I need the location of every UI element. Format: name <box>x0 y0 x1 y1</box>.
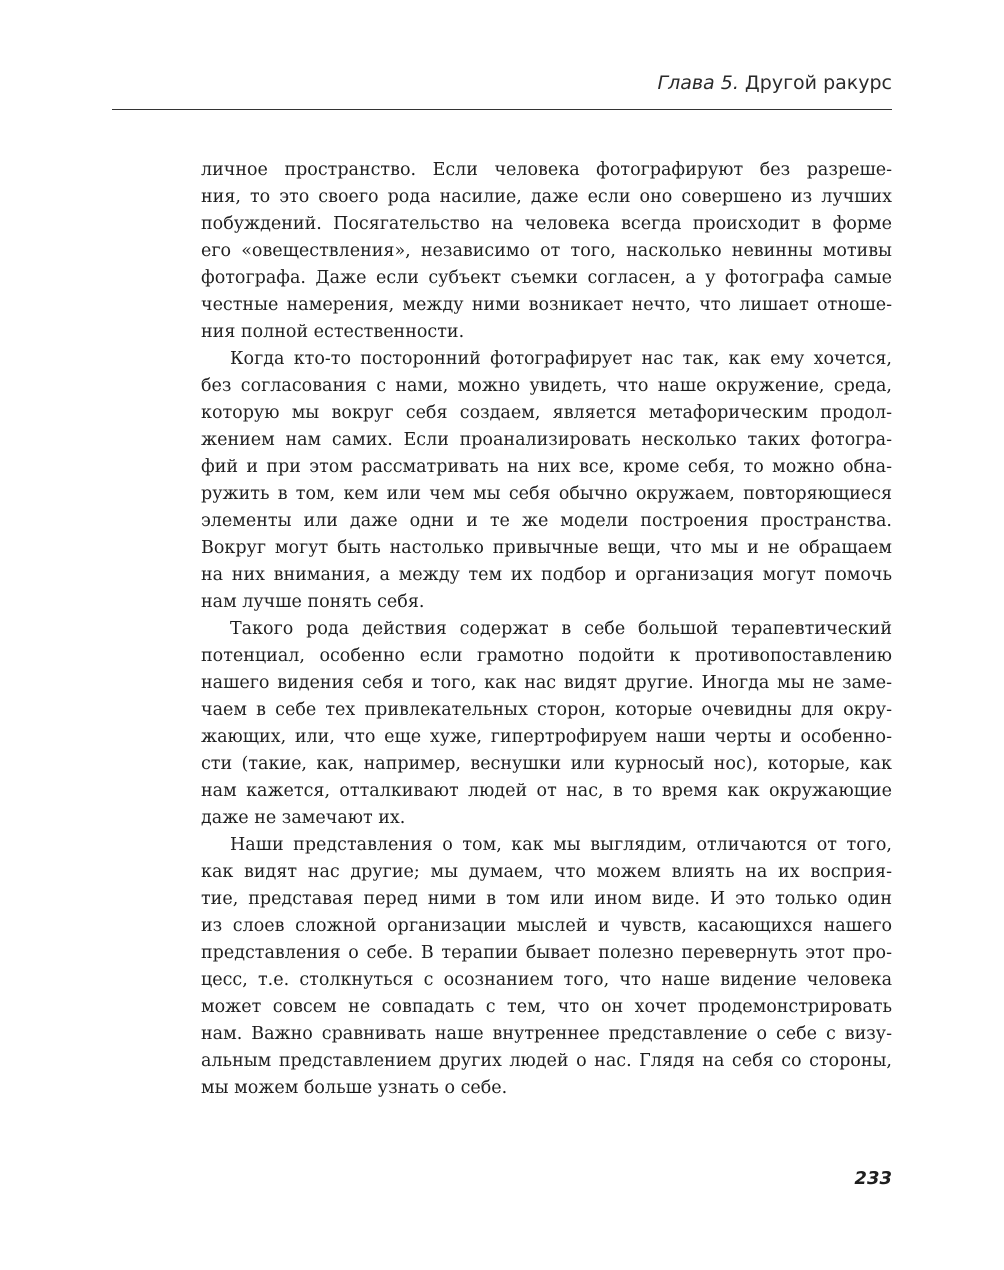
text-line: без согласования с нами, можно увидеть, что наше окружение, среда, <box>201 376 892 396</box>
text-line: жающих, или, что еще хуже, гипертрофируем наши черты и особенно- <box>201 727 892 747</box>
text-line: элементы или даже одни и те же модели построения пространства. <box>201 511 892 531</box>
text-line: тие, представая перед ними в том или ином виде. И это только один <box>201 889 892 909</box>
text-line: Когда кто-то посторонний фотографирует нас так, как ему хочется, <box>230 349 892 369</box>
text-line: нам кажется, отталкивают людей от нас, в то время как окружающие <box>201 781 892 801</box>
paragraph <box>201 157 892 346</box>
text-line: которую мы вокруг себя создаем, является метафорическим продол- <box>201 403 892 423</box>
paragraph <box>201 616 892 832</box>
text-line: личное пространство. Если человека фотографируют без разреше- <box>201 160 892 180</box>
text-line: из слоев сложной организации мыслей и чувств, касающихся нашего <box>201 916 892 936</box>
text-line: ния, то это своего рода насилие, даже если оно совершено из лучших <box>201 187 892 207</box>
text-line: его «овеществления», независимо от того, насколько невинны мотивы <box>201 241 892 261</box>
text-line: фий и при этом рассматривать на них все, кроме себя, то можно обна- <box>201 457 892 477</box>
paragraph <box>201 346 892 616</box>
page-number: 233 <box>854 1168 892 1189</box>
paragraph <box>201 832 892 1102</box>
text-line: Вокруг могут быть настолько привычные вещи, что мы и не обращаем <box>201 538 892 558</box>
text-line: чаем в себе тех привлекательных сторон, которые очевидны для окру- <box>201 700 892 720</box>
text-line: цесс, т.е. столкнуться с осознанием того, что наше видение человека <box>201 970 892 990</box>
text-line: альным представлением других людей о нас. Глядя на себя со стороны, <box>201 1051 892 1071</box>
text-line: жением нам самих. Если проанализировать несколько таких фотогра- <box>201 430 892 450</box>
text-line: даже не замечают их. <box>201 808 406 828</box>
chapter-title: Другой ракурс <box>744 72 892 94</box>
text-line: нам лучше понять себя. <box>201 592 425 612</box>
text-line: честные намерения, между ними возникает нечто, что лишает отноше- <box>201 295 892 315</box>
text-line: сти (такие, как, например, веснушки или курносый нос), которые, как <box>201 754 892 774</box>
text-line: Такого рода действия содержат в себе большой терапевтический <box>230 619 892 639</box>
text-line: ружить в том, кем или чем мы себя обычно окружаем, повторяющиеся <box>201 484 892 504</box>
header-rule <box>112 109 892 110</box>
text-line: потенциал, особенно если грамотно подойти к противопоставлению <box>201 646 892 666</box>
text-line: фотографа. Даже если субъект съемки согласен, а у фотографа самые <box>201 268 892 288</box>
text-line: нашего видения себя и того, как нас видят другие. Иногда мы не заме- <box>201 673 892 693</box>
text-line: как видят нас другие; мы думаем, что можем влиять на их восприя- <box>201 862 892 882</box>
text-line: мы можем больше узнать о себе. <box>201 1078 508 1098</box>
text-line: нам. Важно сравнивать наше внутреннее представление о себе с визу- <box>201 1024 892 1044</box>
body-text <box>201 157 892 1102</box>
text-line: на них внимания, а между тем их подбор и организация могут помочь <box>201 565 892 585</box>
text-line: представления о себе. В терапии бывает полезно перевернуть этот про- <box>201 943 892 963</box>
text-line: ния полной естественности. <box>201 322 465 342</box>
text-line: побуждений. Посягательство на человека всегда происходит в форме <box>201 214 892 234</box>
chapter-label: Глава 5. <box>657 72 739 94</box>
text-line: может совсем не совпадать с тем, что он хочет продемонстрировать <box>201 997 892 1017</box>
text-line: Наши представления о том, как мы выглядим, отличаются от того, <box>230 835 892 855</box>
running-head <box>657 72 892 94</box>
